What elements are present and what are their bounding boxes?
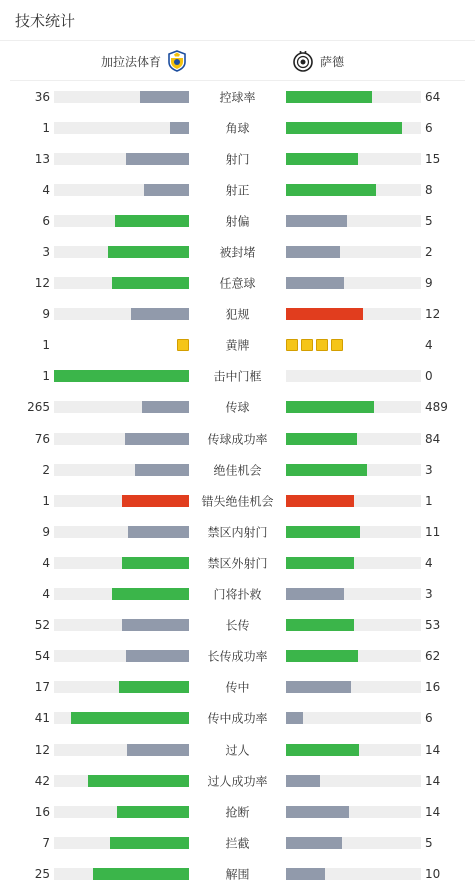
stat-label: 长传成功率 [207, 649, 268, 664]
away-stat-bar [286, 712, 421, 724]
away-stat-bar-fill [286, 153, 358, 165]
away-stat-value: 62 [425, 649, 441, 664]
home-stat-bar-fill [126, 650, 189, 662]
stat-row [0, 858, 475, 888]
away-stat-bar [286, 464, 421, 476]
home-stat-bar [54, 122, 189, 134]
away-stat-bar-fill [286, 712, 303, 724]
home-stat-value: 42 [34, 773, 50, 788]
away-stat-bar-fill [286, 557, 354, 569]
home-cards [177, 339, 189, 351]
stat-row [0, 330, 475, 361]
home-stat-value: 9 [42, 524, 50, 539]
away-stat-bar [286, 277, 421, 289]
away-stat-bar-fill [286, 215, 347, 227]
away-stat-bar [286, 246, 421, 258]
home-stat-bar-fill [71, 712, 189, 724]
home-stat-value: 54 [34, 649, 50, 664]
home-stat-bar-fill [131, 308, 189, 320]
home-stat-bar [54, 619, 189, 631]
stat-row [0, 143, 475, 174]
away-stat-value: 1 [425, 493, 433, 508]
home-stat-value: 4 [42, 555, 50, 570]
stat-label: 过人 [225, 743, 250, 758]
home-stat-value: 16 [34, 804, 50, 819]
stat-label: 错失绝佳机会 [201, 494, 274, 509]
home-stat-bar-fill [112, 277, 189, 289]
away-stat-value: 489 [425, 400, 448, 415]
away-stat-value: 53 [425, 618, 441, 633]
away-stat-bar-fill [286, 246, 340, 258]
home-stat-value: 6 [42, 213, 50, 228]
yellow-card-icon [331, 339, 343, 351]
home-stat-bar-fill [125, 433, 189, 445]
home-stat-value: 1 [42, 369, 50, 384]
home-stat-value: 41 [34, 711, 50, 726]
away-stat-value: 5 [425, 213, 433, 228]
home-stat-value: 17 [34, 680, 50, 695]
home-stat-value: 52 [34, 618, 50, 633]
away-stat-value: 14 [425, 773, 441, 788]
stats-list [0, 81, 475, 888]
stat-row [0, 516, 475, 547]
away-stat-value: 3 [425, 462, 433, 477]
away-stat-value: 5 [425, 835, 433, 850]
home-stat-bar-fill [170, 122, 189, 134]
away-team-logo-icon [292, 50, 314, 72]
away-stat-bar [286, 526, 421, 538]
home-stat-bar-fill [122, 557, 190, 569]
home-stat-bar [54, 246, 189, 258]
home-stat-value: 265 [27, 400, 50, 415]
home-stat-bar-fill [126, 153, 189, 165]
home-stat-bar-fill [117, 806, 189, 818]
stat-label: 传球成功率 [207, 432, 268, 447]
home-stat-bar-fill [119, 681, 189, 693]
home-stat-value: 1 [42, 120, 50, 135]
away-stat-value: 14 [425, 742, 441, 757]
away-stat-bar [286, 868, 421, 880]
home-stat-value: 12 [34, 276, 50, 291]
stat-row [0, 112, 475, 143]
home-stat-value: 4 [42, 182, 50, 197]
home-stat-bar-fill [128, 526, 189, 538]
yellow-card-icon [286, 339, 298, 351]
stat-row [0, 485, 475, 516]
away-stat-bar [286, 308, 421, 320]
stat-label: 击中门框 [213, 369, 262, 384]
away-stat-bar [286, 837, 421, 849]
away-stat-bar-fill [286, 277, 344, 289]
home-stat-value: 9 [42, 307, 50, 322]
stat-label: 控球率 [219, 90, 256, 105]
away-stat-value: 16 [425, 680, 441, 695]
yellow-card-icon [316, 339, 328, 351]
home-stat-value: 4 [42, 587, 50, 602]
stat-label: 长传 [225, 618, 250, 633]
page-title: 技术统计 [15, 12, 76, 30]
stat-row [0, 796, 475, 827]
home-stat-bar [54, 308, 189, 320]
home-stat-bar [54, 526, 189, 538]
away-stat-value: 3 [425, 587, 433, 602]
away-stat-value: 8 [425, 182, 433, 197]
stat-label: 传中 [225, 680, 250, 695]
home-team-logo-icon [166, 50, 188, 72]
away-stat-bar-fill [286, 806, 349, 818]
away-stat-value: 10 [425, 866, 441, 881]
home-stat-bar [54, 588, 189, 600]
home-stat-bar [54, 433, 189, 445]
away-stat-value: 12 [425, 307, 441, 322]
stat-label: 门将扑救 [213, 587, 262, 602]
home-stat-bar [54, 464, 189, 476]
away-stat-value: 14 [425, 804, 441, 819]
home-stat-bar [54, 495, 189, 507]
away-stat-bar-fill [286, 401, 374, 413]
stat-label: 射门 [225, 152, 250, 167]
home-stat-bar-fill [140, 91, 189, 103]
away-stat-bar [286, 184, 421, 196]
stat-label: 解围 [225, 867, 250, 882]
away-stat-bar [286, 681, 421, 693]
home-stat-bar [54, 91, 189, 103]
away-stat-value: 6 [425, 711, 433, 726]
away-stat-value: 4 [425, 555, 433, 570]
home-stat-bar-fill [54, 370, 189, 382]
stat-row [0, 579, 475, 610]
stat-label: 射正 [225, 183, 250, 198]
away-stat-value: 6 [425, 120, 433, 135]
stat-row [0, 268, 475, 299]
home-stat-value: 2 [42, 462, 50, 477]
stat-label: 角球 [225, 121, 250, 136]
stat-label: 被封堵 [219, 245, 256, 260]
away-stat-bar-fill [286, 526, 360, 538]
stat-row [0, 765, 475, 796]
yellow-card-icon [177, 339, 189, 351]
away-stat-bar [286, 650, 421, 662]
home-stat-bar [54, 370, 189, 382]
away-team-name: 萨德 [320, 54, 345, 69]
home-stat-value: 7 [42, 835, 50, 850]
stat-label: 过人成功率 [207, 774, 268, 789]
away-stat-bar [286, 495, 421, 507]
away-stat-bar-fill [286, 122, 402, 134]
away-stat-value: 15 [425, 151, 441, 166]
stat-label: 绝佳机会 [213, 463, 262, 478]
home-stat-bar [54, 681, 189, 693]
away-stat-bar-fill [286, 837, 342, 849]
away-stat-bar-fill [286, 619, 354, 631]
home-stat-bar [54, 153, 189, 165]
away-stat-bar [286, 122, 421, 134]
home-stat-bar [54, 277, 189, 289]
stat-label: 传球 [225, 400, 250, 415]
home-stat-value: 1 [42, 493, 50, 508]
home-stat-bar-fill [108, 246, 189, 258]
away-stat-bar [286, 775, 421, 787]
away-stat-bar-fill [286, 184, 376, 196]
home-stat-bar [54, 806, 189, 818]
away-stat-bar-fill [286, 650, 358, 662]
home-stat-bar [54, 744, 189, 756]
home-team-name: 加拉法体育 [100, 54, 161, 69]
away-stat-bar [286, 153, 421, 165]
stat-row [0, 610, 475, 641]
away-stat-value: 9 [425, 276, 433, 291]
stat-row [0, 423, 475, 454]
stat-label: 禁区内射门 [207, 525, 268, 540]
stat-label: 射偏 [225, 214, 250, 229]
stat-label: 拦截 [225, 836, 250, 851]
home-stat-value: 1 [42, 338, 50, 353]
home-stat-bar [54, 868, 189, 880]
home-stat-bar-fill [112, 588, 189, 600]
away-team[interactable] [292, 49, 344, 73]
title-divider [0, 40, 475, 41]
home-stat-bar-fill [88, 775, 189, 787]
away-stat-value: 2 [425, 245, 433, 260]
away-stat-bar-fill [286, 464, 367, 476]
away-stat-value: 11 [425, 524, 441, 539]
away-stat-bar-fill [286, 775, 320, 787]
away-stat-value: 0 [425, 369, 433, 384]
stat-row [0, 81, 475, 112]
stat-label: 传中成功率 [207, 711, 268, 726]
stat-row [0, 174, 475, 205]
home-stat-value: 25 [34, 866, 50, 881]
away-stat-bar-fill [286, 91, 372, 103]
away-stat-bar-fill [286, 744, 359, 756]
stat-row [0, 361, 475, 392]
home-stat-bar [54, 775, 189, 787]
home-stat-bar [54, 401, 189, 413]
stat-row [0, 236, 475, 267]
stat-label: 抢断 [225, 805, 250, 820]
away-stat-value: 4 [425, 338, 433, 353]
stat-row [0, 454, 475, 485]
away-stat-bar [286, 806, 421, 818]
away-stat-bar [286, 557, 421, 569]
home-stat-bar [54, 650, 189, 662]
away-stat-bar [286, 91, 421, 103]
home-stat-bar-fill [135, 464, 189, 476]
home-stat-value: 36 [34, 89, 50, 104]
stat-row [0, 392, 475, 423]
home-stat-value: 76 [34, 431, 50, 446]
away-stat-bar-fill [286, 495, 354, 507]
stat-row [0, 734, 475, 765]
home-stat-bar [54, 837, 189, 849]
away-stat-bar [286, 619, 421, 631]
away-stat-bar-fill [286, 308, 363, 320]
away-cards [286, 339, 343, 351]
home-stat-bar-fill [127, 744, 189, 756]
home-stat-bar-fill [115, 215, 189, 227]
stat-label: 禁区外射门 [207, 556, 268, 571]
away-stat-bar [286, 370, 421, 382]
away-stat-bar-fill [286, 868, 325, 880]
home-stat-bar-fill [93, 868, 189, 880]
stat-row [0, 299, 475, 330]
away-stat-value: 84 [425, 431, 441, 446]
away-stat-value: 64 [425, 89, 441, 104]
home-stat-bar [54, 557, 189, 569]
stat-label: 犯规 [225, 307, 250, 322]
home-stat-bar-fill [122, 619, 189, 631]
stat-row [0, 703, 475, 734]
stat-label: 任意球 [219, 276, 256, 291]
stat-row [0, 547, 475, 578]
stat-label: 黄牌 [225, 338, 250, 353]
away-stat-bar-fill [286, 433, 357, 445]
yellow-card-icon [301, 339, 313, 351]
home-stat-bar-fill [122, 495, 190, 507]
away-stat-bar [286, 401, 421, 413]
stat-row [0, 641, 475, 672]
home-stat-value: 3 [42, 245, 50, 260]
stat-row [0, 672, 475, 703]
away-stat-bar-fill [286, 588, 344, 600]
home-stat-bar-fill [144, 184, 189, 196]
stat-row [0, 205, 475, 236]
away-stat-bar [286, 744, 421, 756]
home-stat-bar-fill [142, 401, 189, 413]
home-stat-bar [54, 184, 189, 196]
away-stat-bar-fill [286, 681, 351, 693]
home-stat-value: 13 [34, 151, 50, 166]
home-team[interactable] [101, 49, 188, 73]
stat-row [0, 827, 475, 858]
away-stat-bar [286, 433, 421, 445]
home-stat-bar [54, 215, 189, 227]
home-stat-value: 12 [34, 742, 50, 757]
away-stat-bar [286, 588, 421, 600]
home-stat-bar-fill [110, 837, 189, 849]
home-stat-bar [54, 712, 189, 724]
away-stat-bar [286, 215, 421, 227]
